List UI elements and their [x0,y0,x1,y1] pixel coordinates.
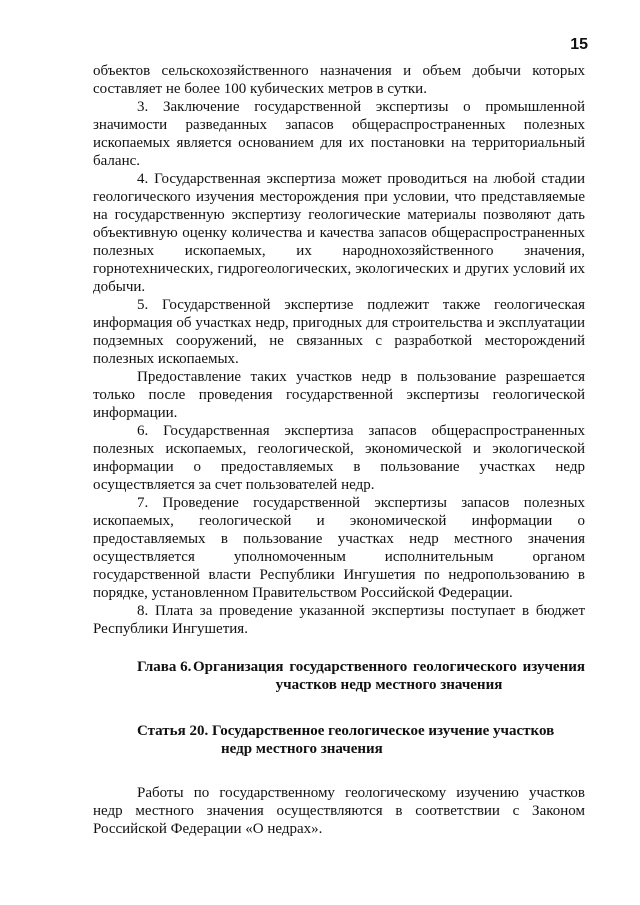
paragraph-item-5: 5. Государственной экспертизе подлежит также геологическая информация об участках недр, пригодных для строительства и эксплуатации подземных сооружений, не связанных с разработкой месторождений полезных ископаемых. [93,297,585,367]
article-label: Статья 20. [137,723,209,739]
paragraph-item-8: 8. Плата за проведение указанной экспертизы поступает в бюджет Республики Ингушетия. [93,603,585,637]
paragraph-item-3: 3. Заключение государственной экспертизы о промышленной значимости разведанных запасов общераспространенных полезных ископаемых является основанием для их постановки на территориальный баланс. [93,99,585,169]
chapter-title: Организация государственного геологического изучения участков недр местного значения [193,659,585,693]
article-heading [93,722,585,758]
article-title-line1: Государственное геологическое изучение участков [211,723,555,739]
page-number: 15 [570,36,588,53]
paragraph-item-5-note: Предоставление таких участков недр в пользование разрешается только после проведения государственной экспертизы геологической информации. [93,369,585,421]
chapter-label: Глава 6. [137,659,192,675]
paragraph-item-6: 6. Государственная экспертиза запасов общераспространенных полезных ископаемых, геологической, экономической и экологической информации о предоставляемых в пользование участках недр осуществляется за счет пользователей недр. [93,423,585,493]
article-title-line2: недр местного значения [221,741,383,757]
article-body: Работы по государственному геологическому изучению участков недр местного значения осуществляются в соответствии с Законом Российской Федерации «О недрах». [93,785,585,837]
paragraph-continuation: объектов сельскохозяйственного назначения и объем добычи которых составляет не более 100 кубических метров в сутки. [93,63,585,97]
document-body [93,62,585,838]
paragraph-item-4: 4. Государственная экспертиза может проводиться на любой стадии геологического изучения месторождения при условии, что представляемые на государственную экспертизу геологические материалы позволяют дать объективную оценку количества и качества запасов общераспространенных полезных ископаемых, их народнохозяйственного значения, горнотехнических, гидрогеологических, экологических и других условий их добычи. [93,171,585,295]
paragraph-item-7: 7. Проведение государственной экспертизы запасов полезных ископаемых, геологической и экономической информации о предоставляемых в пользование участках недр местного значения осуществляется уполномоченным исполнительным органом государственной власти Республики Ингушетия по недропользованию в порядке, установленном Правительством Российской Федерации. [93,495,585,601]
chapter-heading [93,658,585,694]
